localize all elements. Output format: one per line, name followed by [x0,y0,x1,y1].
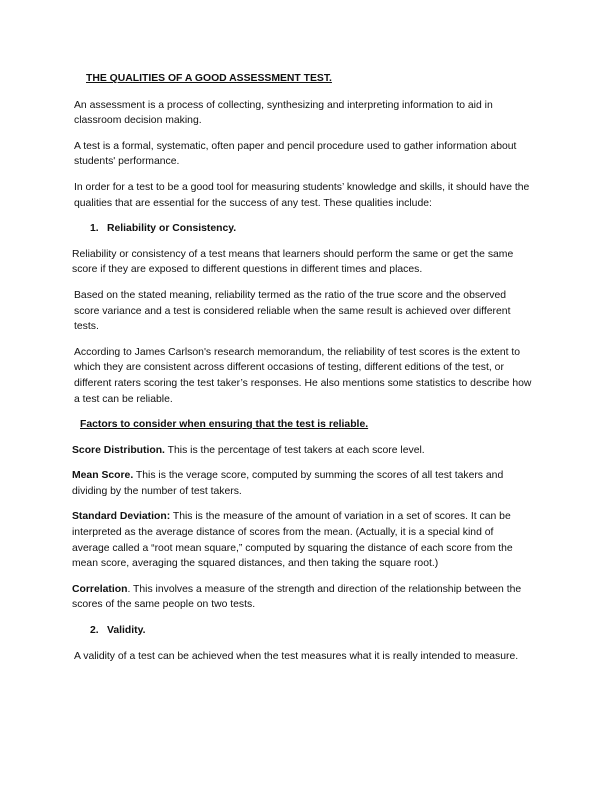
reliability-paragraph-1: Reliability or consistency of a test means that learners should perform the same or get the same score if they are exposed to different questions in different times and places. [72,248,514,276]
section-1-heading [90,221,532,237]
section-2-heading [90,623,532,639]
factors-heading: Factors to consider when ensuring that the test is reliable. [80,419,369,431]
section-1-title: Reliability or Consistency. [107,223,237,235]
reliability-paragraph-3: According to James Carlson's research memorandum, the reliability of test scores is the extent to which they are consistent across different occasions of testing, different editions of the test, or different raters scoring the test taker’s responses. He also mentions some statistics to describe how a test can be reliable. [74,346,532,405]
factor-description: This is the percentage of test takers at each score level. [164,444,425,456]
section-2-title: Validity. [107,625,146,637]
factor-correlation [72,582,532,613]
intro-paragraph-2: A test is a formal, systematic, often paper and pencil procedure used to gather information about students' performance. [74,140,517,168]
intro-paragraph-3: In order for a test to be a good tool for measuring students’ knowledge and skills, it should have the qualities that are essential for the success of any test. These qualities include: [74,181,530,209]
factor-description: . This involves a measure of the strength and direction of the relationship between the scores of the same people on two tests. [72,583,522,611]
factor-description: This is the measure of the amount of variation in a set of scores. It can be interpreted as the average distance of scores from the mean. (Actually, it is a special kind of average called a “root mean square,” computed by squaring the distance of each score from the mean score, averaging the squared distances, and then taking the square root.) [72,511,513,570]
factor-score-distribution [72,443,532,459]
intro-paragraph-1: An assessment is a process of collecting, synthesizing and interpreting information to aid in classroom decision making. [74,99,493,127]
factor-term: Standard Deviation: [72,511,171,523]
factor-description: This is the verage score, computed by summing the scores of all test takers and dividing by the number of test takers. [72,470,504,497]
factor-standard-deviation [72,509,532,571]
validity-paragraph-1: A validity of a test can be achieved when the test measures what it is really intended to measure. [74,650,519,662]
reliability-paragraph-2: Based on the stated meaning, reliability termed as the ratio of the true score and the observed score variance and a test is considered reliable when the same result is achieved over different tests. [74,289,511,333]
factor-mean-score [72,468,532,499]
factor-term: Score Distribution. [72,444,165,456]
factor-term: Mean Score. [72,470,134,482]
section-2-number: 2. [90,625,99,637]
factor-term: Correlation [72,583,128,595]
document-title: THE QUALITIES OF A GOOD ASSESSMENT TEST. [86,73,332,84]
section-1-number: 1. [90,223,99,235]
